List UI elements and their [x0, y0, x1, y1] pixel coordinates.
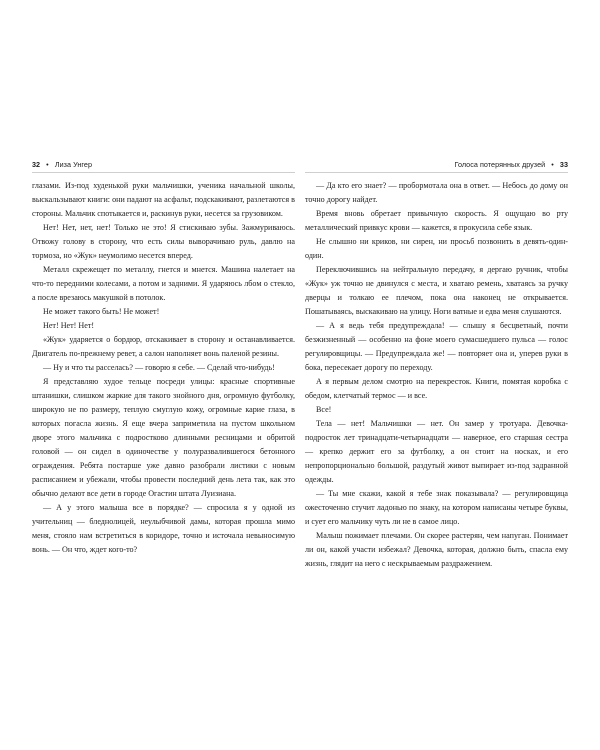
right-page-number: 33 [559, 160, 568, 169]
right-page-body [305, 179, 568, 571]
right-page-header [305, 160, 568, 173]
paragraph: Не слышно ни криков, ни сирен, ни просьб позвонить в девять-один-один. [305, 237, 568, 260]
paragraph: Нет! Нет! Нет! [43, 321, 95, 330]
paragraph: Время вновь обретает привычную скорость. Я ощущаю во рту металлический привкус крови — кажется, я прокусила себе язык. [305, 209, 568, 232]
paragraph: — А у этого малыша все в порядке? — спросила я у одной из учительниц — бледнолицей, неулыбчивой дамы, которая прошла мимо меня, стояло нам встретиться в коридоре, точно и источала невыносимую вонь. — Он что, ждет кого-то? [32, 503, 295, 554]
paragraph: А я первым делом смотрю на перекресток. Книги, помятая коробка с обедом, клетчатый термос — и все. [305, 377, 568, 400]
paragraph: Тела — нет! Мальчишки — нет. Он замер у тротуара. Девочка-подросток лет тринадцати-четырнадцати — наверное, его старшая сестра — крепко держит его за футболку, а он стоит на носках, и его непропорционально большой, раздутый живот выпирает из-под задранной одежды. [305, 419, 568, 484]
left-header-group [32, 160, 92, 169]
right-header-group [455, 160, 569, 169]
right-page [305, 160, 568, 720]
paragraph: Переключившись на нейтральную передачу, я дергаю ручник, чтобы «Жук» уж точно не двинулся с места, и хватаю ремень, хватаясь за ручку дверцы и толкаю ее плечом, пока она наконец не открывается. Пошатываясь, выскакиваю на улицу. Ноги ватные и едва меня слушаются. [305, 265, 568, 316]
left-page-body [32, 179, 295, 557]
right-running-head: Голоса потерянных друзей [454, 160, 546, 169]
right-header-separator: • [551, 160, 554, 169]
paragraph: Я представляю худое тельце посреди улицы: красные спортивные штанишки, слишком жаркие для такого знойного дня, огромную футболку, широкую не по размеру, теплую смуглую кожу, огромные карие глаза, в которых погасла жизнь. Я еще вчера заприметила на пустом школьном дворе этого мальчика с подростково длинными ресницами и обритой головой — он сидел в одиночестве у полуразвалившегося бетонного ограждения. Ребята постарше уже давно разобрали листики с новым расписанием и убежали, чтобы провести последний день лета так, как это обычно делают все дети в городе Огастин штата Луизиана. [32, 377, 295, 498]
paragraph: Не может такого быть! Не может! [43, 307, 160, 316]
left-running-head: Лиза Унгер [54, 160, 93, 169]
left-page [32, 160, 295, 720]
paragraph: «Жук» ударяется о бордюр, отскакивает в сторону и останавливается. Двигатель по-прежнему ревет, а салон наполняет вонь паленой резины. [32, 335, 295, 358]
paragraph: Нет! Нет, нет, нет! Только не это! Я стискиваю зубы. Зажмуриваюсь. Отвожу голову в сторону, что есть силы выворачиваю руль, давлю на тормоза, но «Жук» неумолимо несется вперед. [32, 223, 295, 260]
paragraph: — Ну и что ты расселась? — говорю я себе. — Сделай что-нибудь! [43, 363, 275, 372]
paragraph: Все! [316, 405, 332, 414]
paragraph: Малыш пожимает плечами. Он скорее растерян, чем напуган. Понимает ли он, какой участи избежал? Девочка, которая, должно быть, спасла ему жизнь, глядит на него с нескрываемым раздражением. [305, 531, 568, 568]
paragraph: — А я ведь тебя предупреждала! — слышу я бесцветный, почти безжизненный — особенно на фоне моего сумасшедшего пульса — голос регулировщицы. — Предупреждала же! — повторяет она и, уперев руки в бока, пересекает дорогу по переходу. [305, 321, 568, 372]
paragraph: — Да кто его знает? — пробормотала она в ответ. — Небось до дому он точно дорогу найдет. [305, 181, 568, 204]
paragraph: Металл скрежещет по металлу, гнется и мнется. Машина налетает на что-то передними колесами, а потом и задними. Я ударяюсь лбом о стекло, а после врезаюсь макушкой в потолок. [32, 265, 295, 302]
paragraph: — Ты мне скажи, какой я тебе знак показывала? — регулировщица ожесточенно стучит ладонью по знаку, на котором написаны четыре буквы, и сует его мальчику чуть ли не в самое лицо. [305, 489, 568, 526]
left-page-number: 32 [32, 160, 41, 169]
left-page-header [32, 160, 295, 173]
paragraph: глазами. Из-под худенькой руки мальчишки, ученика начальной школы, выскальзывают книги: они падают на асфальт, подскакивают, разлетаются в стороны. Мальчик спотыкается и, раскинув руки, несется за грузовиком. [32, 181, 295, 218]
left-header-separator: • [46, 160, 49, 169]
